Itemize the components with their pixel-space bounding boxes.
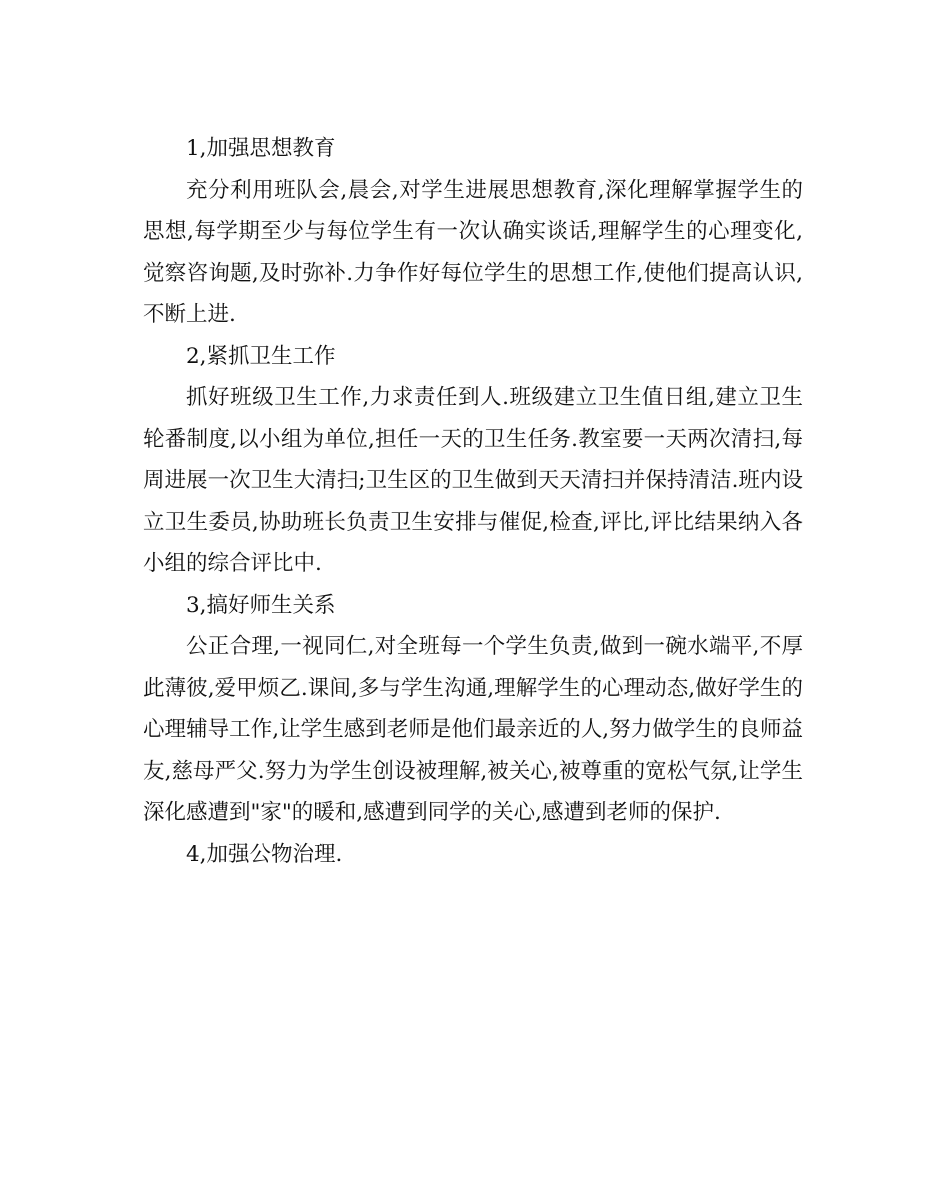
section-heading-1: 1,加强思想教育 [186,136,336,161]
section-heading-3: 3,搞好师生关系 [186,592,336,618]
section-heading-4: 4,加强公物治理. [186,841,343,867]
paragraph-2: 抓好班级卫生工作,力求责任到人.班级建立卫生值日组,建立卫生轮番制度,以小组为单位,担任一天的卫生任务.教室要一天两次清扫,每周进展一次卫生大清扫;卫生区的卫生做到天天清扫并保持清洁.班内设立卫生委员,协助班长负责卫生安排与催促,检查,评比,评比结果纳入各小组的综合评比中. [143,385,803,576]
paragraph-1: 充分利用班队会,晨会,对学生进展思想教育,深化理解掌握学生的思想,每学期至少与每位学生有一次认确实谈话,理解学生的心理变化,觉察咨询题,及时弥补.力争作好每位学生的思想工作,使他们提高认识,不断上进. [143,177,803,327]
section-heading-2: 2,紧抓卫生工作 [186,343,336,369]
document-body [143,128,803,875]
paragraph-3: 公正合理,一视同仁,对全班每一个学生负责,做到一碗水端平,不厚此薄彼,爱甲烦乙.课间,多与学生沟通,理解学生的心理动态,做好学生的心理辅导工作,让学生感到老师是他们最亲近的人,努力做学生的良师益友,慈母严父.努力为学生创设被理解,被关心,被尊重的宽松气氛,让学生深化感遭到"家"的暖和,感遭到同学的关心,感遭到老师的保护. [143,634,803,825]
